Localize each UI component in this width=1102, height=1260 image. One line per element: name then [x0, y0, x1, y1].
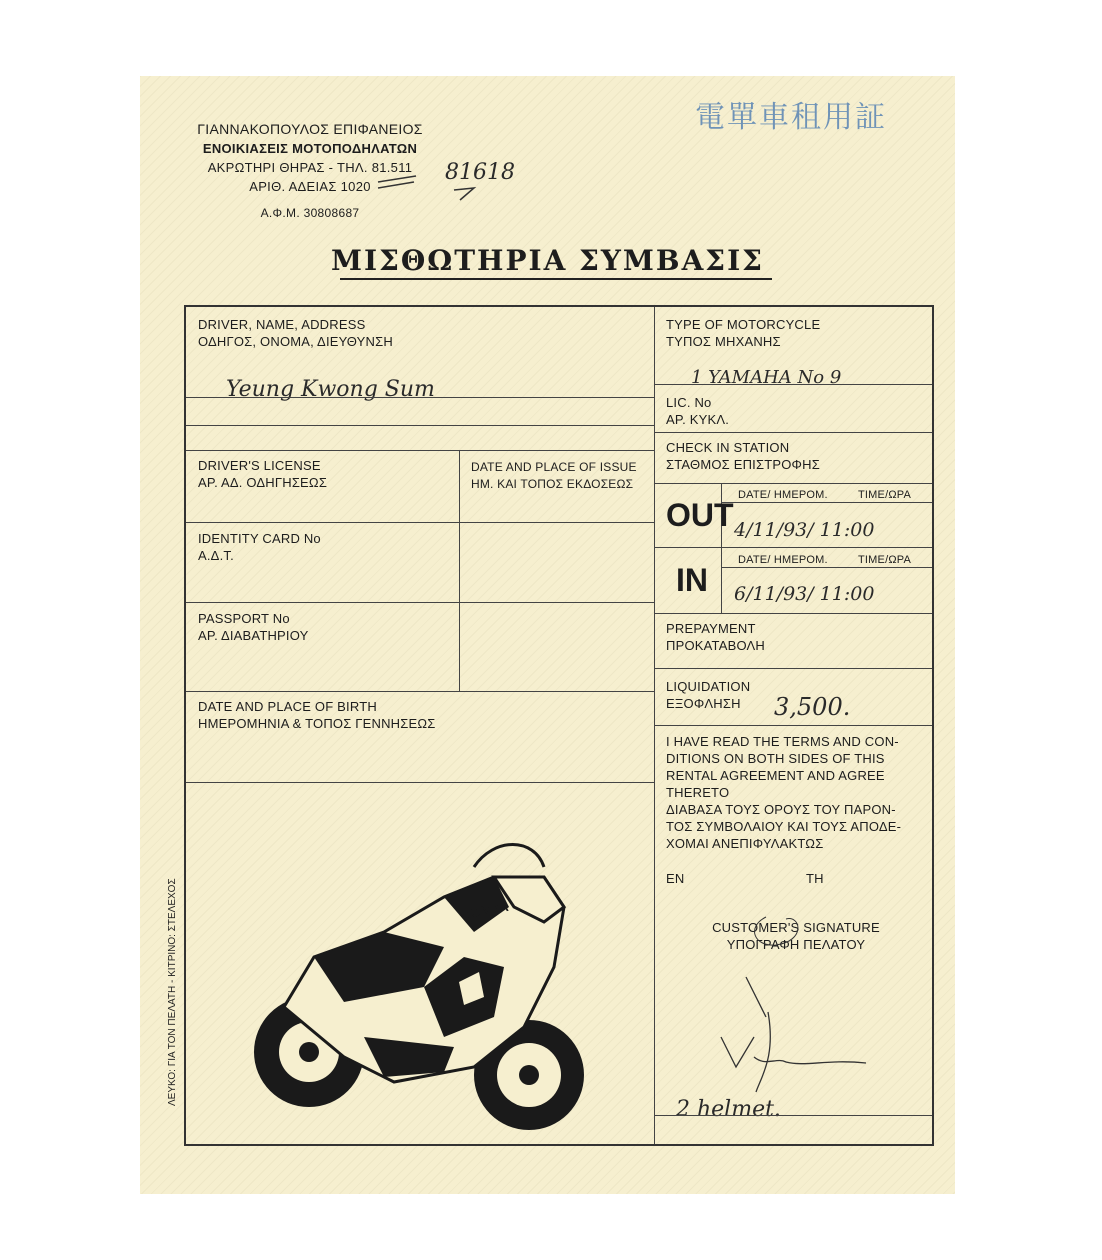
driver-label-gr: ΟΔΗΓΟΣ, ΟΝΟΜΑ, ΔΙΕΥΘΥΝΣΗ: [198, 334, 393, 349]
rule: [654, 1115, 932, 1116]
in-value: 6/11/93/ 11:00: [734, 583, 875, 605]
license-label-en: DRIVER'S LICENSE: [198, 458, 321, 473]
checkin-label: [666, 439, 820, 473]
liquidation-label-en: LIQUIDATION: [666, 679, 751, 694]
handwritten-underline: [450, 186, 480, 202]
in-label: IN: [676, 562, 708, 598]
rule: [186, 522, 654, 523]
title-underline: [340, 278, 772, 280]
birth-label-gr: ΗΜΕΡΟΜΗΝΙΑ & ΤΟΠΟΣ ΓΕΝΝΗΣΕΩΣ: [198, 716, 436, 731]
identity-label: [198, 530, 321, 564]
license-number: ΑΡΙΘ. ΑΔΕΙΑΣ 1020: [249, 179, 371, 194]
license-label: [198, 457, 327, 491]
driver-label-en: DRIVER, NAME, ADDRESS: [198, 317, 366, 332]
rule: [654, 384, 932, 385]
en-label: ΕΝ: [666, 871, 685, 886]
rule: [654, 668, 932, 669]
helmet-note: 2 helmet.: [676, 1097, 781, 1122]
liquidation-label: [666, 678, 750, 712]
rule: [654, 483, 932, 484]
terms-en-line: I HAVE READ THE TERMS AND CON-: [666, 734, 899, 749]
business-name: ΕΝΟΙΚΙΑΣΕΙΣ ΜΟΤΟΠΟΔΗΛΑΤΩΝ: [202, 141, 418, 156]
terms-en-line: THERETO: [666, 785, 730, 800]
issue-label-gr: ΗΜ. ΚΑΙ ΤΟΠΟΣ ΕΚΔΟΣΕΩΣ: [471, 477, 634, 491]
license-label-gr: ΑΡ. ΑΔ. ΟΔΗΓΗΣΕΩΣ: [198, 475, 328, 490]
prepayment-label-en: PREPAYMENT: [666, 621, 756, 636]
terms-statement: [666, 733, 901, 852]
handwritten-contract-number: 81618: [445, 160, 515, 185]
customer-signature: [706, 907, 876, 1097]
out-label: OUT: [666, 497, 734, 533]
chinese-stamp: 電單車租用証: [695, 100, 887, 135]
issue-label-en: DATE AND PLACE OF ISSUE: [471, 460, 637, 474]
out-value: 4/11/93/ 11:00: [734, 519, 875, 541]
passport-label-en: PASSPORT No: [198, 611, 290, 626]
terms-gr-line: ΔΙΑΒΑΣΑ ΤΟΥΣ ΟΡΟΥΣ ΤΟΥ ΠΑΡΟΝ-: [666, 802, 896, 817]
terms-en-line: RENTAL AGREEMENT AND AGREE: [666, 768, 885, 783]
rule: [654, 547, 932, 548]
signature-label-gr: ΥΠΟΓΡΑΦΗ ΠΕΛΑΤΟΥ: [726, 937, 866, 952]
handwritten-arrows: [376, 170, 422, 200]
issue-label: [471, 459, 637, 493]
rule: [654, 613, 932, 614]
checkin-label-gr: ΣΤΑΘΜΟΣ ΕΠΙΣΤΡΟΦΗΣ: [666, 457, 820, 472]
out-date-label: DATE/ ΗΜΕΡΟΜ.: [738, 489, 828, 501]
lic-label: [666, 394, 729, 428]
type-label: [666, 316, 820, 350]
identity-label-en: IDENTITY CARD No: [198, 531, 321, 546]
driver-label: [198, 316, 393, 350]
terms-en-line: DITIONS ON BOTH SIDES OF THIS: [666, 751, 885, 766]
owner-name: ΓΙΑΝΝΑΚΟΠΟΥΛΟΣ ΕΠΙΦΑΝΕΙΟΣ: [197, 121, 423, 137]
prepayment-label-gr: ΠΡΟΚΑΤΑΒΟΛΗ: [666, 638, 766, 653]
rule: [721, 567, 932, 568]
driver-name-value: Yeung Kwong Sum: [226, 377, 435, 402]
rule: [186, 782, 654, 783]
rule: [186, 450, 654, 451]
motorcycle-type-value: 1 YAMAHA No 9: [691, 367, 842, 388]
rule: [654, 432, 932, 433]
lic-label-en: LIC. No: [666, 395, 712, 410]
rule: [186, 602, 654, 603]
copy-note: ΛΕΥΚΟ: ΓΙΑ ΤΟΝ ΠΕΛΑΤΗ - ΚΙΤΡΙΝΟ: ΣΤΕΛΕΧΟΣ: [167, 878, 178, 1106]
inner-divider: [459, 450, 460, 691]
type-label-en: TYPE OF MOTORCYCLE: [666, 317, 821, 332]
tax-number: Α.Φ.Μ. 30808687: [260, 206, 360, 220]
terms-gr-line: ΧΟΜΑΙ ΑΝΕΠΙΦΥΛΑΚΤΩΣ: [666, 836, 824, 851]
signature-label-en: CUSTOMER'S SIGNATURE: [712, 920, 880, 935]
birth-label: [198, 698, 436, 732]
rule: [654, 725, 932, 726]
type-label-gr: ΤΥΠΟΣ ΜΗΧΑΝΗΣ: [666, 334, 781, 349]
birth-label-en: DATE AND PLACE OF BIRTH: [198, 699, 377, 714]
rental-form: [184, 305, 934, 1146]
in-date-label: DATE/ ΗΜΕΡΟΜ.: [738, 554, 828, 566]
in-time-label: TIME/ΩΡΑ: [858, 554, 912, 566]
motorcycle-illustration: [244, 837, 604, 1132]
page-title: ΜΙΣΘΩΤΗΡΙΑ ΣΥΜΒΑΣΙΣ: [331, 244, 764, 277]
terms-gr-line: ΤΟΣ ΣΥΜΒΟΛΑΙΟΥ ΚΑΙ ΤΟΥΣ ΑΠΟΔΕ-: [666, 819, 902, 834]
liquidation-label-gr: ΕΞΟΦΛΗΣΗ: [666, 696, 741, 711]
rental-agreement-document: [140, 76, 955, 1194]
checkin-label-en: CHECK IN STATION: [666, 440, 790, 455]
rule: [186, 691, 654, 692]
rule: [721, 502, 932, 503]
th-label: ΤΗ: [806, 871, 824, 886]
company-address: ΑΚΡΩΤΗΡΙ ΘΗΡΑΣ - ΤΗΛ. 81.511: [207, 160, 413, 175]
prepayment-label: [666, 620, 765, 654]
identity-label-gr: Α.Δ.Τ.: [198, 548, 234, 563]
out-time-label: TIME/ΩΡΑ: [858, 489, 912, 501]
lic-label-gr: ΑΡ. ΚΥΚΛ.: [666, 412, 730, 427]
passport-label: [198, 610, 309, 644]
rule: [186, 397, 654, 398]
liquidation-value: 3,500.: [774, 693, 851, 721]
motorcycle-badge: HONDA: [459, 898, 510, 922]
rule: [186, 425, 654, 426]
passport-label-gr: ΑΡ. ΔΙΑΒΑΤΗΡΙΟΥ: [198, 628, 309, 643]
